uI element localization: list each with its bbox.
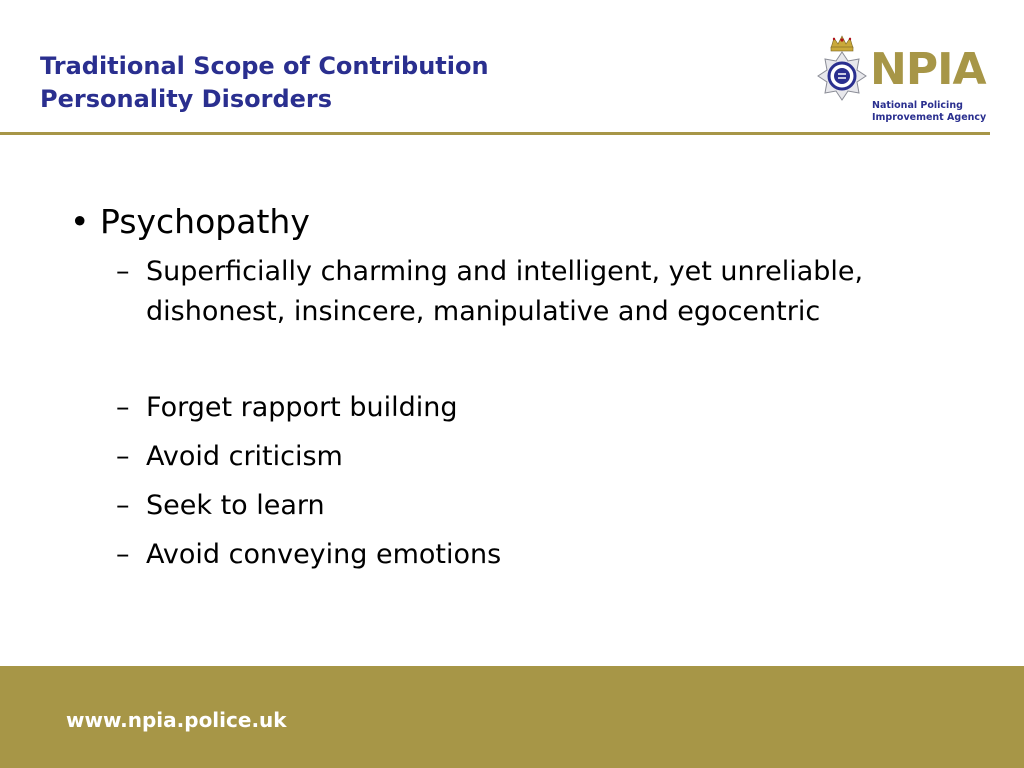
slide-title-line-2: Personality Disorders (40, 85, 333, 113)
sub-item (116, 252, 970, 332)
footer-band (0, 666, 1024, 768)
agency-name-line-2: Improvement Agency (872, 112, 987, 123)
header-divider (0, 132, 990, 135)
dash-marker: – (116, 256, 130, 287)
sub-item-text: Avoid conveying emotions (146, 539, 502, 570)
police-crest-icon (814, 34, 870, 104)
sub-item-text: Superficially charming and intelligent, yet unreliable, dishonest, insincere, manipulative and egocentric (146, 256, 864, 327)
website-link[interactable]: www.npia.police.uk (66, 708, 287, 732)
sub-item (116, 486, 970, 526)
slide-title (40, 50, 489, 116)
dash-marker: – (116, 441, 130, 472)
bullet-item (70, 198, 970, 246)
slide-body (70, 198, 970, 575)
sub-item-text: Avoid criticism (146, 441, 343, 472)
dash-marker: – (116, 490, 130, 521)
npia-logo (814, 34, 990, 128)
dash-marker: – (116, 392, 130, 423)
bullet-marker: • (70, 202, 90, 241)
npia-wordmark: NPIA (870, 44, 986, 95)
agency-name-line-1: National Policing (872, 100, 963, 111)
sub-item-text: Forget rapport building (146, 392, 458, 423)
agency-name (872, 100, 986, 124)
sub-item (116, 388, 970, 428)
sub-item (116, 535, 970, 575)
slide-title-line-1: Traditional Scope of Contribution (40, 52, 489, 80)
dash-marker: – (116, 539, 130, 570)
sub-item-text: Seek to learn (146, 490, 325, 521)
bullet-text: Psychopathy (100, 202, 310, 241)
sub-item (116, 437, 970, 477)
